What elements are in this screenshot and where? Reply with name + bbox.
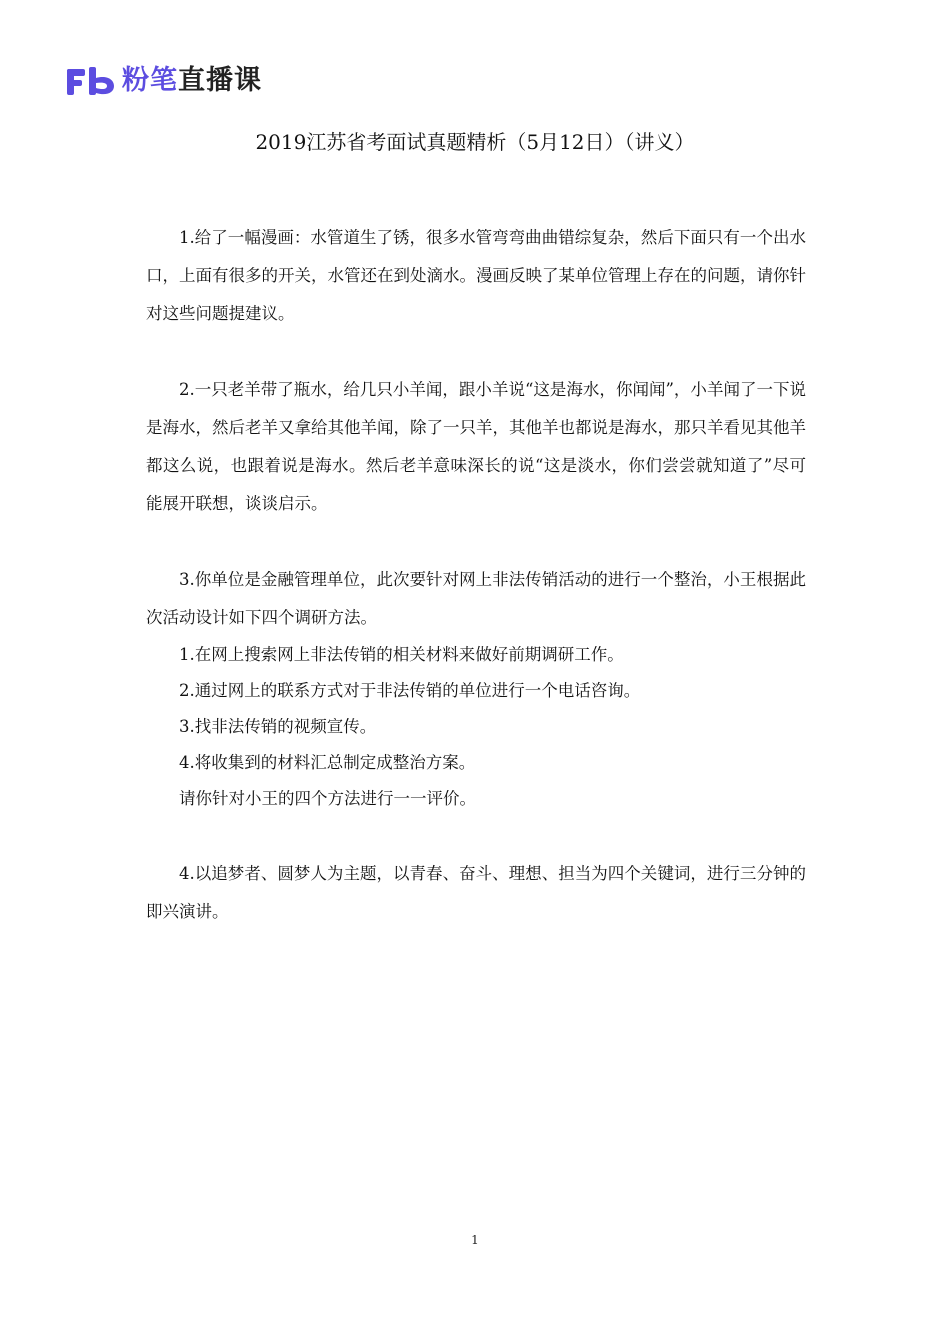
- question-3-method-3: 3.找非法传销的视频宣传。: [179, 717, 377, 736]
- question-3-method-2: 2.通过网上的联系方式对于非法传销的单位进行一个电话咨询。: [179, 681, 641, 700]
- question-2: 2.一只老羊带了瓶水，给几只小羊闻，跟小羊说“这是海水，你闻闻”，小羊闻了一下说是海水，然后老羊又拿给其他羊闻，除了一只羊，其他羊也都说是海水，那只羊看见其他羊都这么说，也跟着说是海水。然后老羊意味深长的说“这是淡水，你们尝尝就知道了”尽可能展开联想，谈谈启示。: [146, 380, 806, 513]
- question-3-closing: 请你针对小王的四个方法进行一一评价。: [179, 789, 476, 808]
- brand-logo: [66, 64, 262, 98]
- brand-accent-text: 粉笔: [122, 65, 178, 96]
- question-3-method-4: 4.将收集到的材料汇总制定成整治方案。: [179, 753, 476, 772]
- document-body: [146, 219, 806, 931]
- page-number: 1: [471, 1233, 479, 1247]
- fb-logo-icon: [66, 65, 116, 97]
- question-1: 1.给了一幅漫画：水管道生了锈，很多水管弯弯曲曲错综复杂，然后下面只有一个出水口，上面有很多的开关，水管还在到处滴水。漫画反映了某单位管理上存在的问题，请你针对这些问题提建议。: [146, 228, 806, 323]
- question-4: 4.以追梦者、圆梦人为主题，以青春、奋斗、理想、担当为四个关键词，进行三分钟的即兴演讲。: [146, 864, 806, 921]
- brand-rest-text: 直播课: [178, 65, 262, 96]
- question-3: 3.你单位是金融管理单位，此次要针对网上非法传销活动的进行一个整治，小王根据此次活动设计如下四个调研方法。: [146, 570, 806, 627]
- document-title: 2019江苏省考面试真题精析（5月12日）（讲义）: [255, 130, 695, 154]
- question-3-method-1: 1.在网上搜索网上非法传销的相关材料来做好前期调研工作。: [179, 645, 624, 664]
- brand-name: [122, 65, 262, 97]
